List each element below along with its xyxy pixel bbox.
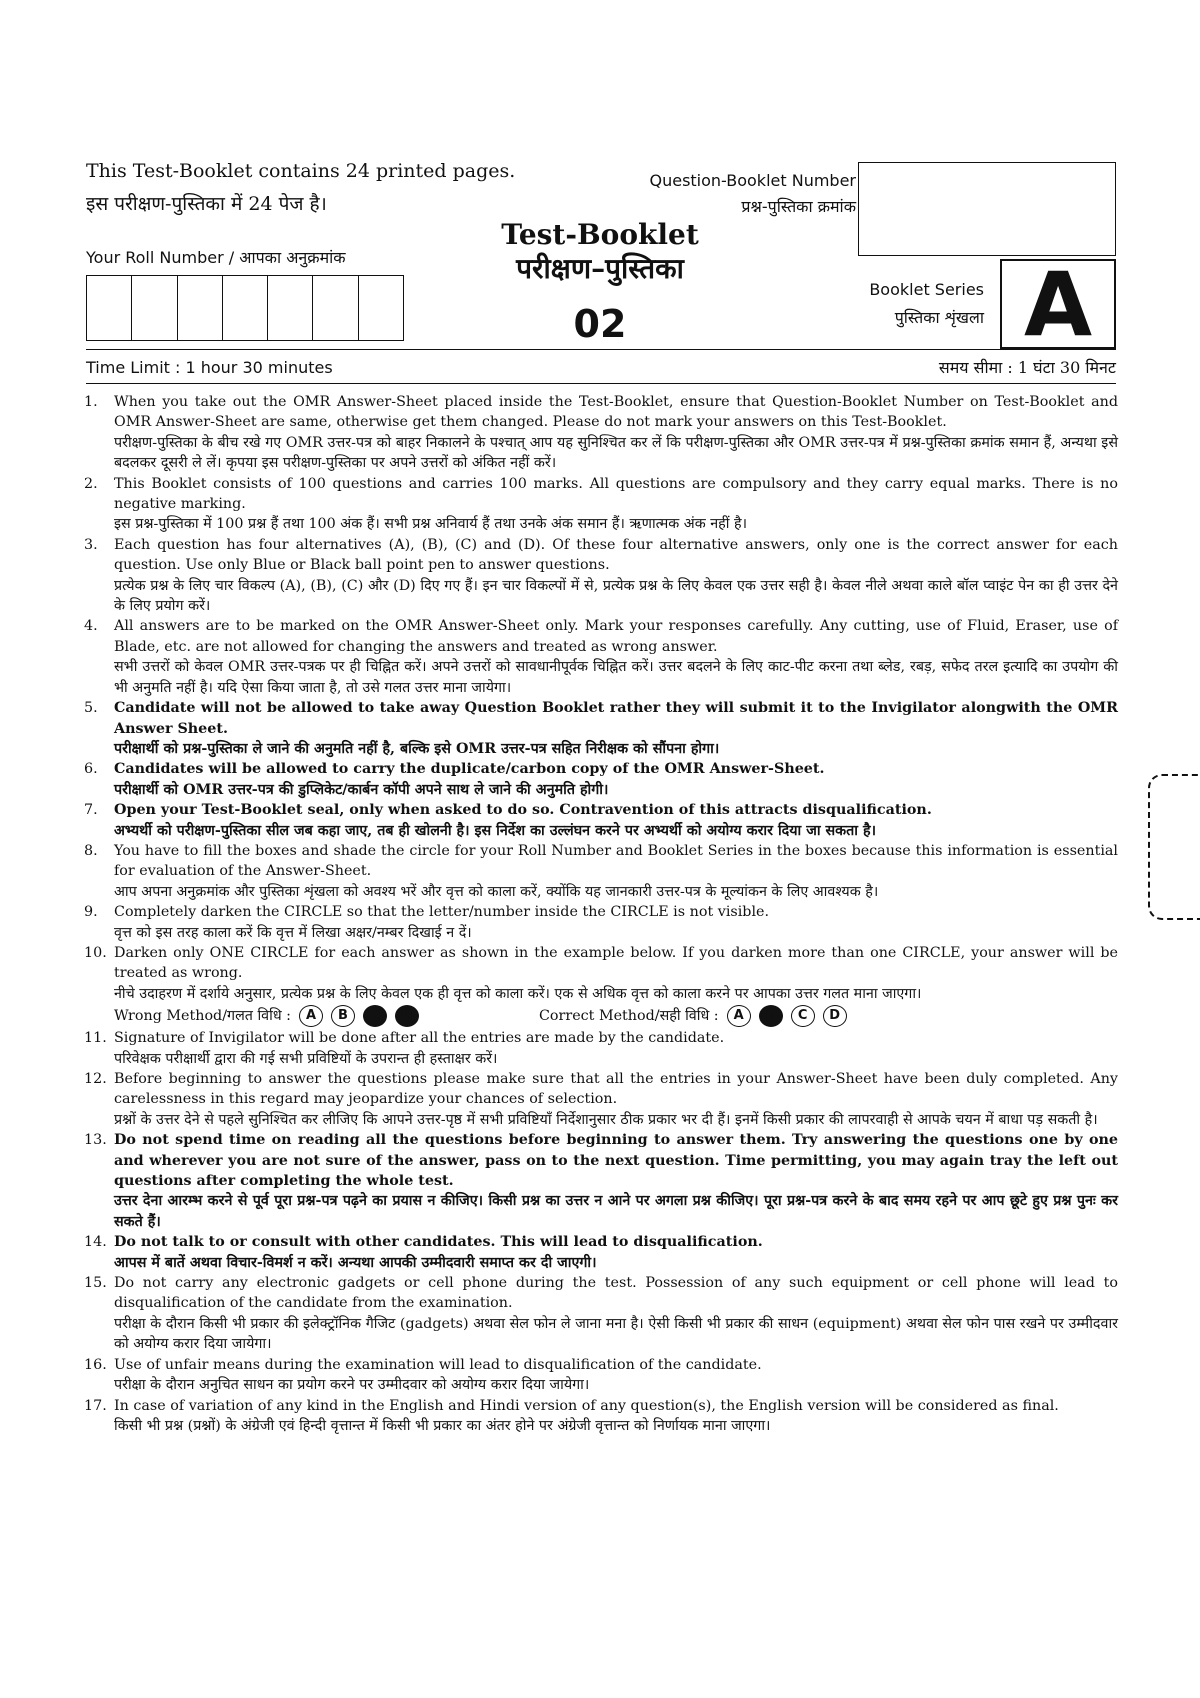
perforation-mark [1148, 774, 1200, 920]
instruction-item [84, 616, 1118, 698]
instruction-text-en: Do not carry any electronic gadgets or cell phone during the test. Possession of any such equipment or cell phone will lead to disqualification of the candidate from the examination. [114, 1275, 1118, 1312]
instruction-number: 2. [84, 475, 98, 492]
instruction-item [84, 474, 1118, 535]
roll-number-boxes [86, 275, 404, 341]
instruction-text [114, 759, 1118, 800]
instruction-number: 4. [84, 618, 98, 635]
instruction-text-en: This Booklet consists of 100 questions and carries 100 marks. All questions are compulsory and they carry equal marks. There is no negative marking. [114, 475, 1118, 513]
instruction-item [84, 1232, 1118, 1273]
instruction-number: 6. [84, 761, 98, 778]
time-limit-hi: समय सीमा : 1 घंटा 30 मिनट [938, 358, 1116, 377]
correct-method [539, 1005, 847, 1027]
instruction-text-hi: परीक्षा के दौरान अनुचित साधन का प्रयोग करने पर उम्मीदवार को अयोग्य करार दिया जायेगा। [114, 1377, 590, 1394]
instruction-text-hi: परीक्षा के दौरान किसी भी प्रकार की इलेक्ट्रॉनिक गैजिट (gadgets) अथवा सेल फोन ले जाना मना है। ऐसी किसी भी प्रकार की साधन (equipment) अथवा सेल फोन पास रखने पर उम्मीदवार को अयोग्य करार दिया जायेगा। [114, 1315, 1118, 1353]
series-label-hi: पुस्तिका शृंखला [894, 308, 984, 327]
instruction-text-en: Do not talk to or consult with other candidates. This will lead to disqualification. [114, 1234, 763, 1251]
booklet-series-label [800, 276, 984, 332]
booklet-title-en: Test-Booklet [501, 218, 699, 251]
instruction-text-en: All answers are to be marked on the OMR Answer-Sheet only. Mark your responses carefully. Any cutting, use of Fluid, Eraser, use of Blade, etc. are not allowed for changing the answers and treated as wrong answer. [114, 618, 1118, 655]
question-booklet-number-label [580, 168, 856, 220]
roll-digit-box[interactable] [359, 276, 403, 340]
instruction-text-hi: परीक्षण-पुस्तिका के बीच रखे गए OMR उत्तर-पत्र को बाहर निकालने के पश्चात् आप यह सुनिश्चित कर लें कि परीक्षण-पुस्तिका और OMR उत्तर-पत्र में प्रश्न-पुस्तिका क्रमांक समान हैं, अन्यथा इसे बदलकर दूसरी ले लें। कृपया इस परीक्षण-पुस्तिका पर अपने उत्तरों को अंकित नहीं करें। [114, 434, 1118, 472]
instruction-text-hi: सभी उत्तरों को केवल OMR उत्तर-पत्रक पर ही चिह्नित करें। अपने उत्तरों को सावधानीपूर्वक चिह्नित करें। उत्तर बदलने के लिए काट-पीट करना तथा ब्लेड, रबड़, सफेद तरल इत्यादि का उपयोग की भी अनुमति नहीं है। यदि ऐसा किया जाता है, तो उसे गलत उत्तर माना जायेगा। [114, 659, 1118, 696]
instruction-number: 8. [84, 842, 98, 859]
wrong-method [114, 1005, 419, 1027]
instruction-item [84, 1396, 1118, 1437]
instruction-item [84, 943, 1118, 1004]
instruction-text-hi: प्रत्येक प्रश्न के लिए चार विकल्प (A), (B), (C) और (D) दिए गए हैं। इन चार विकल्पों में से, प्रत्येक प्रश्न के लिए केवल एक उत्तर सही है। केवल नीले अथवा काले बॉल प्वाइंट पेन का ही उत्तर देने के लिए प्रयोग करें। [114, 577, 1118, 615]
instruction-text [114, 902, 1118, 943]
instruction-number: 7. [84, 802, 98, 819]
answer-bubble: B [759, 1005, 783, 1027]
answer-method-example [114, 1005, 1118, 1027]
instruction-number: 1. [84, 394, 98, 410]
instruction-number: 17. [84, 1397, 107, 1414]
answer-bubble: C [791, 1005, 815, 1027]
instruction-text [114, 943, 1118, 1004]
instruction-item [84, 1028, 1118, 1069]
time-limit-en: Time Limit : 1 hour 30 minutes [86, 358, 333, 377]
instruction-text-en: Darken only ONE CIRCLE for each answer as shown in the example below. If you darken more than one CIRCLE, your answer will be treated as wrong. [114, 944, 1118, 982]
answer-bubble: B [331, 1005, 355, 1027]
instruction-text [114, 841, 1118, 902]
instruction-text-hi: आपस में बातें अथवा विचार-विमर्श न करें। अन्यथा आपकी उम्मीदवारी समाप्त कर दी जाएगी। [114, 1254, 597, 1271]
instruction-text-hi: परिवेक्षक परीक्षार्थी द्वारा की गई सभी प्रविष्टियों के उपरान्त ही हस्ताक्षर करें। [114, 1050, 498, 1067]
header-rule-bottom [86, 383, 1116, 384]
instruction-text-hi: परीक्षार्थी को प्रश्न-पुस्तिका ले जाने की अनुमति नहीं है, बल्कि इसे OMR उत्तर-पत्र सहित निरीक्षक को सौंपना होगा। [114, 740, 720, 757]
roll-digit-box[interactable] [313, 276, 358, 340]
instruction-text-hi: वृत्त को इस तरह काला करें कि वृत्त में लिखा अक्षर/नम्बर दिखाई न दें। [114, 924, 472, 941]
instruction-text [114, 1273, 1118, 1355]
instruction-text-en: Before beginning to answer the questions please make sure that all the entries in your Answer-Sheet have been duly completed. Any carelessness in this regard may jeopardize your chances of selection. [114, 1071, 1118, 1108]
instruction-item [84, 535, 1118, 617]
instruction-text-hi: परीक्षार्थी को OMR उत्तर-पत्र की डुप्लिकेट/कार्बन कॉपी अपने साथ ले जाने की अनुमति होगी। [114, 781, 609, 798]
instruction-text [114, 1069, 1118, 1130]
roll-digit-box[interactable] [268, 276, 313, 340]
instruction-item [84, 1355, 1118, 1396]
instruction-text [114, 392, 1118, 474]
instruction-text-en: Each question has four alternatives (A), (B), (C) and (D). Of these four alternative answers, only one is the correct answer for each question. Use only Blue or Black ball point pen to answer questions. [114, 536, 1118, 574]
pages-count-hi: इस परीक्षण-पुस्तिका में 24 पेज है। [86, 193, 327, 215]
instruction-text-en: Do not spend time on reading all the questions before beginning to answer them. Try answering the questions one by one and wherever you are not sure of the answer, pass on to the next question. Time permitting, you may again tray the left out questions after completing the whole test. [114, 1132, 1118, 1190]
instruction-text [114, 474, 1118, 535]
instruction-text-hi: प्रश्नों के उत्तर देने से पहले सुनिश्चित कर लीजिए कि आपने उत्तर-पृष्ठ में सभी प्रविष्टियाँ निर्देशानुसार ठीक प्रकार भर दी हैं। इनमें किसी प्रकार की लापरवाही से आपके चयन में बाधा पड़ सकती है। [114, 1111, 1098, 1128]
instruction-item [84, 800, 1118, 841]
roll-digit-box[interactable] [223, 276, 268, 340]
roll-digit-box[interactable] [132, 276, 177, 340]
instruction-text-en: Signature of Invigilator will be done after all the entries are made by the candidate. [114, 1030, 725, 1047]
instruction-number: 12. [84, 1071, 107, 1087]
answer-bubble: C [363, 1005, 387, 1027]
instruction-text-en: In case of variation of any kind in the English and Hindi version of any question(s), the English version will be considered as final. [114, 1397, 1059, 1414]
instruction-text-en: When you take out the OMR Answer-Sheet placed inside the Test-Booklet, ensure that Question-Booklet Number on Test-Booklet and OMR Answer-Sheet are same, otherwise get them changed. Please do not mark your answers on this Test-Booklet. [114, 394, 1118, 431]
roll-number-label: Your Roll Number / आपका अनुक्रमांक [86, 248, 346, 267]
instruction-text [114, 698, 1118, 759]
answer-bubble: A [727, 1005, 751, 1027]
answer-bubble: D [395, 1005, 419, 1027]
booklet-title [480, 218, 720, 286]
pages-count-en: This Test-Booklet contains 24 printed pages. [86, 160, 516, 182]
instruction-item [84, 1273, 1118, 1355]
instruction-text-en: Candidate will not be allowed to take away Question Booklet rather they will submit it to the Invigilator alongwith the OMR Answer Sheet. [114, 700, 1118, 737]
series-label-en: Booklet Series [869, 280, 984, 299]
correct-method-label: Correct Method/सही विधि : [538, 1007, 719, 1024]
instruction-text [114, 1028, 1118, 1069]
instruction-item [84, 841, 1118, 902]
instruction-text-en: You have to fill the boxes and shade the circle for your Roll Number and Booklet Series in the boxes because this information is essential for evaluation of the Answer-Sheet. [114, 842, 1118, 880]
instruction-number: 15. [84, 1275, 107, 1292]
instruction-text [114, 800, 1118, 841]
answer-bubble: D [823, 1005, 847, 1027]
instructions-list [84, 392, 1118, 1436]
roll-digit-box[interactable] [87, 276, 132, 340]
instruction-number: 14. [84, 1234, 107, 1251]
instruction-item [84, 1069, 1118, 1130]
instruction-text [114, 616, 1118, 698]
instruction-number: 5. [84, 700, 98, 717]
question-booklet-number-box[interactable] [858, 162, 1116, 256]
instruction-text [114, 1355, 1118, 1396]
booklet-title-hi: परीक्षण–पुस्तिका [516, 252, 684, 285]
instruction-number: 3. [84, 536, 98, 553]
instruction-text-hi: इस प्रश्न-पुस्तिका में 100 प्रश्न हैं तथा 100 अंक हैं। सभी प्रश्न अनिवार्य हैं तथा उनके अंक समान हैं। ऋणात्मक अंक नहीं है। [114, 516, 747, 533]
wrong-method-label: Wrong Method/गलत विधि : [114, 1007, 291, 1024]
instruction-item [84, 698, 1118, 759]
instruction-text-hi: उत्तर देना आरम्भ करने से पूर्व पूरा प्रश्न-पत्र पढ़ने का प्रयास न कीजिए। किसी प्रश्न का उत्तर न आने पर अगला प्रश्न कीजिए। पूरा प्रश्न-पत्र करने के बाद समय रहने पर आप छूटे हुए प्रश्न पुनः कर सकते हैं। [114, 1193, 1118, 1230]
instruction-text-hi: अभ्यर्थी को परीक्षण-पुस्तिका सील जब कहा जाए, तब ही खोलनी है। इस निर्देश का उल्लंघन करने पर अभ्यर्थी को अयोग्य करार दिया जा सकता है। [114, 822, 876, 839]
instruction-number: 10. [84, 944, 107, 961]
instruction-text [114, 535, 1118, 617]
instruction-number: 13. [84, 1132, 107, 1149]
instruction-item [84, 1130, 1118, 1232]
answer-bubble: A [299, 1005, 323, 1027]
instruction-item [84, 902, 1118, 943]
instruction-item [84, 392, 1118, 474]
instruction-text [114, 1130, 1118, 1232]
qbn-label-en: Question-Booklet Number [649, 171, 856, 190]
instruction-text-en: Open your Test-Booklet seal, only when asked to do so. Contravention of this attracts disqualification. [114, 802, 932, 819]
qbn-label-hi: प्रश्न-पुस्तिका क्रमांक [741, 197, 856, 216]
instruction-number: 9. [84, 904, 98, 921]
roll-digit-box[interactable] [178, 276, 223, 340]
instruction-text [114, 1396, 1118, 1437]
booklet-code: 02 [573, 302, 627, 346]
instruction-text-en: Candidates will be allowed to carry the duplicate/carbon copy of the OMR Answer-Sheet. [114, 761, 825, 778]
instruction-text [114, 1232, 1118, 1273]
instruction-number: 16. [84, 1356, 107, 1373]
instruction-text-hi: आप अपना अनुक्रमांक और पुस्तिका शृंखला को अवश्य भरें और वृत्त को काला करें, क्योंकि यह जानकारी उत्तर-पत्र के मूल्यांकन के लिए आवश्यक है। [114, 883, 879, 900]
instruction-text-hi: नीचे उदाहरण में दर्शाये अनुसार, प्रत्येक प्रश्न के लिए केवल एक ही वृत्त को काला करें। एक से अधिक वृत्त को काला करने पर आपका उत्तर गलत माना जाएगा। [114, 985, 922, 1002]
instruction-text-hi: किसी भी प्रश्न (प्रश्नों) के अंग्रेजी एवं हिन्दी वृत्तान्त में किसी भी प्रकार का अंतर होने पर अंग्रेजी वृत्तान्त को निर्णायक माना जाएगा। [114, 1417, 771, 1434]
header-rule-top [86, 349, 1116, 350]
instruction-text-en: Use of unfair means during the examination will lead to disqualification of the candidate. [114, 1356, 762, 1373]
instruction-number: 11. [84, 1030, 107, 1047]
instruction-text-en: Completely darken the CIRCLE so that the letter/number inside the CIRCLE is not visible. [114, 904, 770, 921]
instruction-item [84, 759, 1118, 800]
booklet-series-value: A [1000, 259, 1116, 349]
